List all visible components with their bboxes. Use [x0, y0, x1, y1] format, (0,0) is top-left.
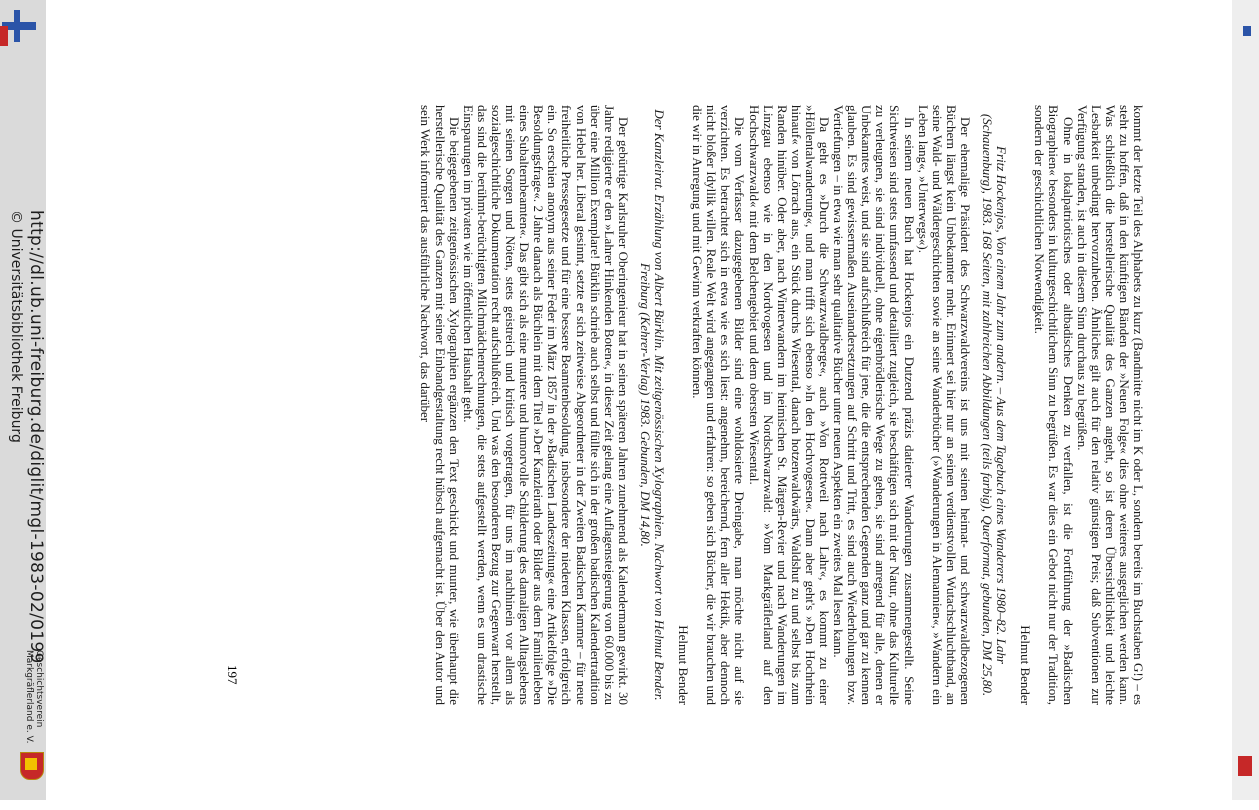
viewer-right-strip: [1232, 0, 1259, 800]
scanned-page: [205, 105, 1145, 705]
review1-paragraph: Ohne in lokalpatriotisches oder altbadisches Denken zu verfallen, ist die Fortführung der »Badischen Biographien« besonders in kulturgeschichtlichem Sinn zu begrüßen. Es war dies ein Gebot nicht nur der Tradition, sondern der geschichtlichen Notwendigkeit.: [1032, 105, 1076, 705]
review3-heading: Der Kanzleirat. Erzählung von Albert Bürklin. Mit zeitgenössischen Xylographien. Nachwort von Helmut Bender. Freiburg (Kehrer-Verlag) 1983. Gebunden, DM 14,80.: [637, 109, 667, 701]
review2-paragraph: Der ehemalige Präsident des Schwarzwaldvereins ist uns mit seinen heimat- und schwarzwaldbezogenen Büchern längst kein Unbekannter mehr. Erinnert sei hier nur an seinen verdienstvollen Wutachschluchtband, an seine Wald- und Wäldergeschichten sowie an seine Wanderbücher (»Wanderungen in Alemannien«, »Wandern ein Leben lang«, »Unterwegs«).: [915, 105, 973, 705]
review2-signature: Helmut Bender: [676, 625, 692, 705]
review3-paragraph: Die beigegebenen zeitgenössischen Xylographien ergänzen den Text geschickt und munter, wie überhaupt die herstellerische Qualität des Ganzen mit seiner Einbandgestaltung recht hübsch aufgemacht ist. Über den Autor und sein Werk informiert das ausführliche Nachwort, das darüber: [418, 105, 462, 705]
review2-paragraph: Die vom Verfasser dazugegebenen Bilder sind eine wohldosierte Dreingabe, man möchte nicht auf sie verzichten. Es betrachtet sich in etwa wie es sich liest: angenehm, bereichernd, fern aller Hektik, aber dennoch nicht bloßer Idyllik willen. Reale Welt wird angegangen und erfahren: so geben sich Bücher, die wir brauchen und die wir in Anregung und mit Gewinn verkraften können.: [690, 105, 748, 705]
right-crest-icon: [1238, 756, 1252, 776]
review2-paragraph: In seinem neuen Buch hat Hockenjos ein Dutzend präzis datierter Wanderungen zusammengestellt. Seine Sichtweisen sind stets umfassend und detailliert zugleich, sie beschäftigen sich mit der Natur, ohne das Kulturelle zu verleugnen, sie sind individuell, ohne eigenbrödlerische Wege zu gehen, sie sind anregend für alle, denen er Unbekanntes weist, und sie sind aufschlußreich für jene, die die entsprechenden Gegenden ganz und gar zu kennen glauben. Es sind gewissermaßen Auseinandersetzungen auf Schritt und Tritt, es sind auch Wiederholungen bzw. Vertiefungen – in etwa wie man sehr qualitative Bücher unter neuen Aspekten ein zweites Mal lesen kann.: [831, 105, 917, 705]
library-logo-bar: [14, 10, 20, 42]
page-number: 197: [225, 665, 240, 685]
review1-signature: Helmut Bender: [1018, 625, 1034, 705]
review2-paragraph: Da geht es »Durch die Schwarzwaldberge«, auch »Von Rottweil nach Lahr«, es kommt zu einer »Höllentalwanderung«, und man trifft sich ebenso »In den Hochvogesen«. Dann aber geht's »Den Hochrhein hinauf« von Lörrach aus, ein Stück durchs Wiesental, danach hotzenwaldwärts, Waldshut zu und selbst bis zum Randen hinüber. Oder aber, nach Winterwandern im heimischen St. Märgen-Revier und nach Wanderungen im Linzgau ebenso wie in den Nordvogesen und im Nordschwarzwald: »Vom Markgräflerland auf den Hochschwarzwald« mit dem Belchengebiet und dem obersten Wiesental.: [746, 105, 833, 705]
copyright-notice: © Universitätsbibliothek Freiburg: [8, 210, 24, 443]
review1-paragraph: kommt der letzte Teil des Alphabets zu kurz (Bandmitte nicht im K oder L, sondern bereits im Buchstaben G!) – es steht zu hoffen, daß in den künftigen Bänden der »Neuen Folge« dies ohne weiteres ausgeglichen werden kann. Was schließlich die herstellerische Qualität des Ganzen angeht, so ist deren Übersichtlichkeit und leichte Lesbarkeit unbedingt hervorzuheben. Ähnliches gilt auch für den relativ günstigen Preis; daß Subventionen zur Verfügung standen, ist auch in diesem Sinn durchaus zu begrüßen.: [1074, 105, 1146, 705]
review-column: [418, 105, 1145, 705]
logo-accent: [0, 26, 8, 46]
review3-paragraph: Der gebürtige Karlsruher Oberingenieur hat in seinen späteren Jahren zunehmend als Kalendermann gewirkt. 30 Jahre redigierte er den »Lahrer Hinkenden Boten«, in dieser Zeit gelang eine Auflagensteigerung von 60.000 bis zu über eine Million Exemplare! Bürklin schrieb auch selbst und füllte sich in der großen badischen Kalendertradition von Hebel her. Liberal gesinnt, setzte er sich zeitweise Abgeordneter in der Zweiten Badischen Kammer – für neue freiheitliche Pressegesetze und für eine bessere Beamtenbesoldung, insbesondere der niederen Klassen, erfolgreich ein. So erschien anonym aus seiner Feder im März 1857 in der »Badischen Landeszeitung« eine Artikelfolge »Die Besoldungsfrage«. 2 Jahre danach als Büchlein mit dem Titel »Der Kanzleirath oder Bilder aus dem Familienleben eines Subalternbeamten«. Das gibt sich als eine muntere und humorvolle Schilderung des damaligen Alltagslebens mit seinen Sorgen und Nöten, stets geistreich und kritisch vorgetragen, für uns im nachhinein vor allem als sozialgeschichtliche Dokumentation recht aufschlußreich. Und was den besonderen Bezug zur Gegenwart herstellt, das sind die berühmt-berüchtigten Milchmädchenrechnungen, die stets aufgestellt werden, wenn es um drastische Einsparungen im privaten wie im öffentlichen Haushalt geht.: [460, 105, 631, 705]
digitization-url[interactable]: http://dl.ub.uni-freiburg.de/diglit/mgl-1983-02/0199: [26, 210, 46, 664]
review2-heading: Fritz Hockenjos, Von einem Jahr zum andern. – Aus dem Tagebuch eines Wanderers 1980–82. Lahr (Schauenburg), 1983. 168 Seiten, mit zahlreichen Abbildungen (teils farbig), Querformat, gebunden, DM 25,80.: [980, 113, 1010, 697]
right-logo-icon: [1243, 26, 1251, 36]
org-label: Geschichtsverein Markgräflerland e. V.: [24, 650, 44, 744]
